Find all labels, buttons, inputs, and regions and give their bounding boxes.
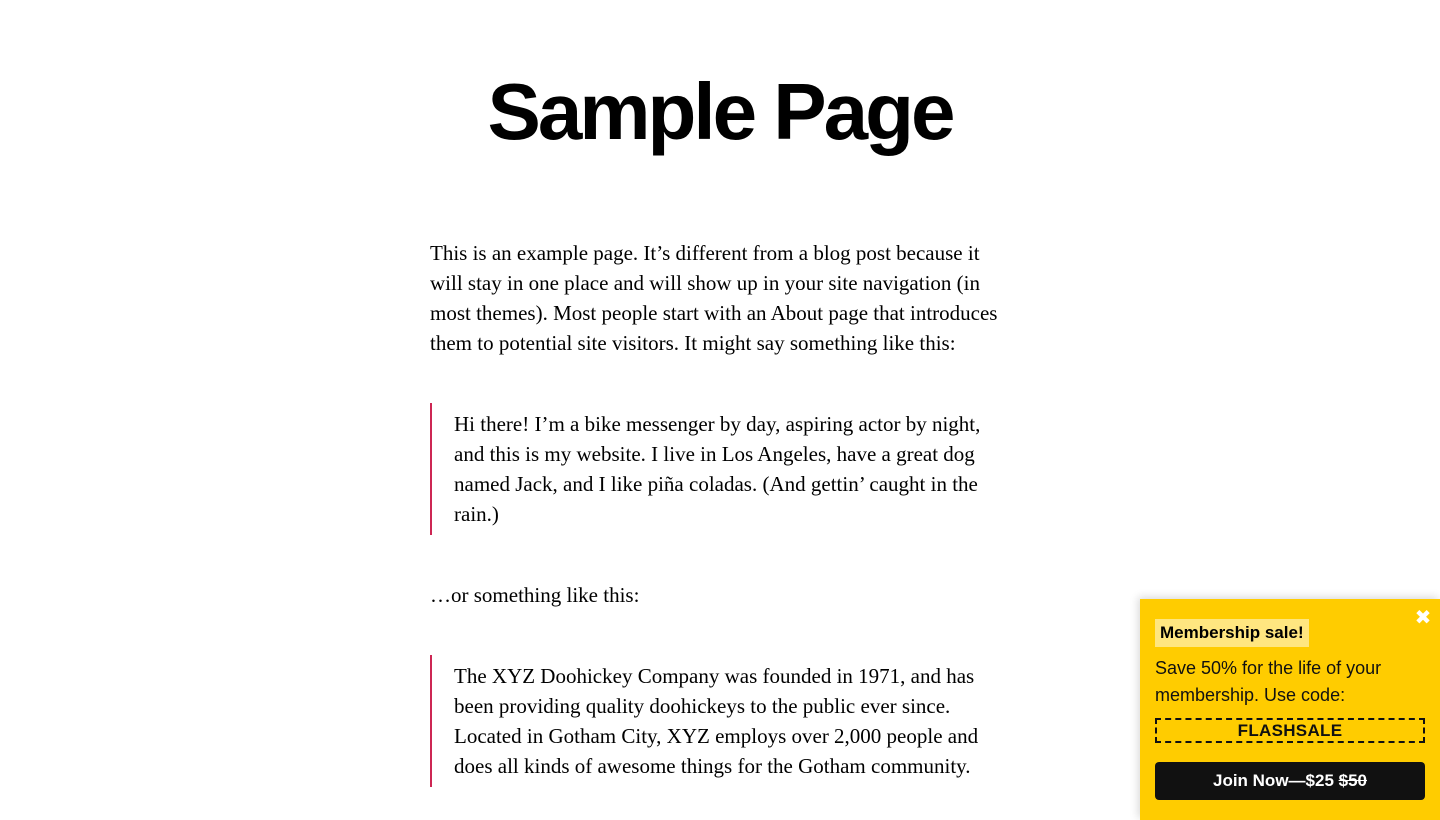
quote-text: The XYZ Doohickey Company was founded in 1971, and has been providing quality doohickeys to the public ever since. Located in Gotham City, XYZ employs over 2,000 people and does all kinds of awesome things for the Gotham community. [454,664,979,778]
promo-description: Save 50% for the life of your membership. Use code: [1155,658,1382,705]
promo-heading: Membership sale! [1155,619,1309,647]
membership-sale-popup [1140,599,1440,820]
join-now-button[interactable] [1155,762,1425,800]
page-title: Sample Page [487,67,953,156]
coupon-code[interactable]: FLASHSALE [1155,718,1425,743]
join-now-label: Join Now—$25 [1212,771,1339,790]
blockquote-bike-messenger [430,403,1000,535]
quote-text: Hi there! I’m a bike messenger by day, aspiring actor by night, and this is my website. I live in Los Angeles, have a great dog named Jack, and I like piña coladas. (And gettin’ caught in the rain.) [454,412,981,526]
old-price: $50 [1338,771,1367,790]
page-content [430,238,1000,820]
blockquote-company [430,655,1000,787]
intro-paragraph: This is an example page. It’s different from a blog post because it will stay in one place and will show up in your site navigation (in most themes). Most people start with an About page that introduces them to potential site visitors. It might say something like this: [430,241,998,355]
close-icon[interactable]: ✖ [1414,607,1432,629]
middle-paragraph: …or something like this: [430,583,640,607]
